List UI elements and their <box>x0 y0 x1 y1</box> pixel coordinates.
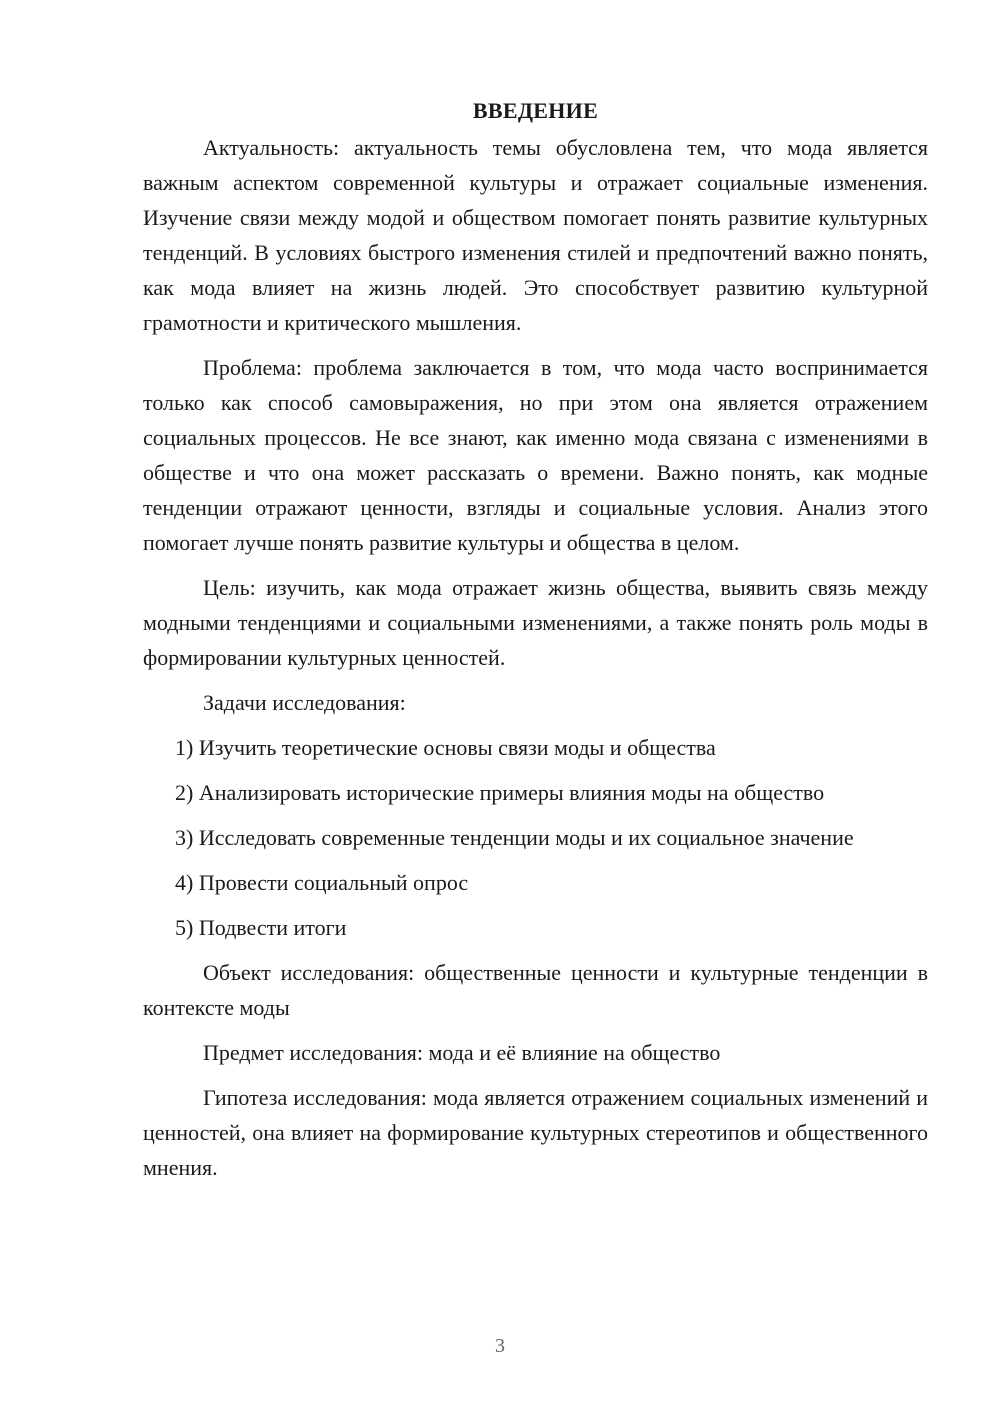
task-item: 1) Изучить теоретические основы связи моды и общества <box>175 735 716 760</box>
object-paragraph: Объект исследования: общественные ценности и культурные тенденции в контексте моды <box>143 960 928 1020</box>
subject-paragraph: Предмет исследования: мода и её влияние на общество <box>203 1040 721 1065</box>
page-content <box>143 96 928 1185</box>
page-title: ВВЕДЕНИЕ <box>472 98 599 123</box>
task-item: 3) Исследовать современные тенденции моды и их социальное значение <box>175 825 854 850</box>
page-number: 3 <box>495 1335 505 1357</box>
relevance-paragraph: Актуальность: актуальность темы обусловлена тем, что мода является важным аспектом современной культуры и отражает социальные изменения. Изучение связи между модой и обществом помогает понять развитие культурных тенденций. В условиях быстрого изменения стилей и предпочтений важно понять, как мода влияет на жизнь людей. Это способствует развитию культурной грамотности и критического мышления. <box>143 135 928 335</box>
task-item: 2) Анализировать исторические примеры влияния моды на общество <box>175 780 825 805</box>
goal-paragraph: Цель: изучить, как мода отражает жизнь общества, выявить связь между модными тенденциями и социальными изменениями, а также понять роль моды в формировании культурных ценностей. <box>143 575 928 670</box>
task-item: 5) Подвести итоги <box>175 915 347 940</box>
hypothesis-paragraph: Гипотеза исследования: мода является отражением социальных изменений и ценностей, она влияет на формирование культурных стереотипов и общественного мнения. <box>143 1085 928 1180</box>
problem-paragraph: Проблема: проблема заключается в том, что мода часто воспринимается только как способ самовыражения, но при этом она является отражением социальных процессов. Не все знают, как именно мода связана с изменениями в обществе и что она может рассказать о времени. Важно понять, как модные тенденции отражают ценности, взгляды и социальные условия. Анализ этого помогает лучше понять развитие культуры и общества в целом. <box>143 355 928 555</box>
tasks-heading: Задачи исследования: <box>203 690 406 715</box>
task-item: 4) Провести социальный опрос <box>175 870 469 895</box>
